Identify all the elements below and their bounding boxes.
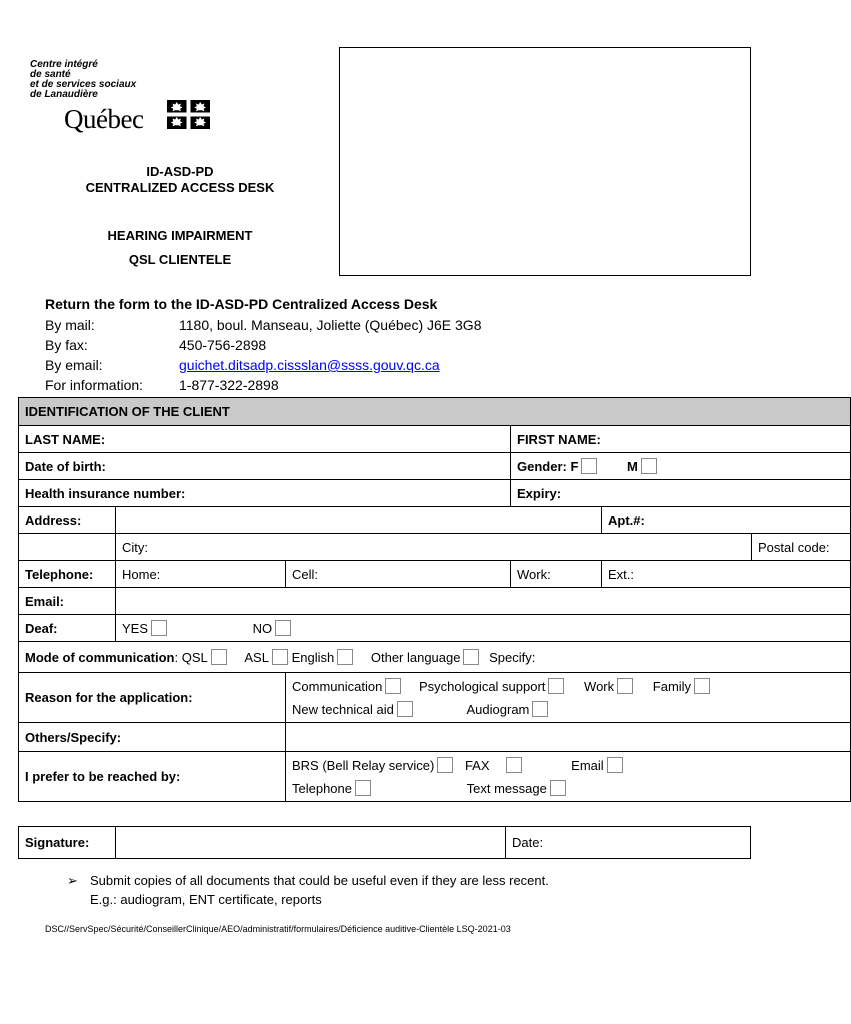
address-field[interactable] bbox=[116, 507, 602, 534]
fax-value: 450-756-2898 bbox=[179, 337, 267, 353]
expiry-field[interactable]: Expiry: bbox=[511, 480, 851, 507]
text-message-checkbox[interactable] bbox=[550, 780, 566, 796]
work-label: Work bbox=[584, 678, 615, 694]
mail-value: 1180, boul. Manseau, Joliette (Québec) J6E 3G8 bbox=[179, 317, 482, 333]
work-phone-field[interactable]: Work: bbox=[511, 561, 602, 588]
gender-field bbox=[511, 453, 851, 480]
org-line: Centre intégré bbox=[30, 59, 98, 70]
asl-checkbox[interactable] bbox=[272, 649, 288, 665]
note-bullet: ➢ bbox=[67, 873, 78, 888]
technical-aid-checkbox[interactable] bbox=[397, 701, 413, 717]
gender-f-checkbox[interactable] bbox=[581, 458, 597, 474]
qsl-checkbox[interactable] bbox=[211, 649, 227, 665]
info-value: 1-877-322-2898 bbox=[179, 377, 279, 393]
contact-options bbox=[286, 752, 851, 802]
others-label: Others/Specify: bbox=[19, 723, 286, 752]
english-label: English bbox=[291, 650, 335, 665]
fax-label: By fax: bbox=[45, 337, 88, 353]
mode-label: Mode of communication bbox=[25, 650, 175, 665]
fax-checkbox[interactable] bbox=[506, 757, 522, 773]
dob-field[interactable]: Date of birth: bbox=[19, 453, 511, 480]
cell-phone-field[interactable]: Cell: bbox=[286, 561, 511, 588]
prefer-label: I prefer to be reached by: bbox=[19, 752, 286, 802]
org-line: de santé bbox=[30, 69, 71, 80]
note-line-1: Submit copies of all documents that could be useful even if they are less recent. bbox=[90, 873, 549, 888]
telephone-option-label: Telephone bbox=[292, 780, 352, 796]
footer-path: DSC//ServSpec/Sécurité/ConseillerClinique/AEO/administratif/formulaires/Déficience auditive-Clientèle LSQ-2021-03 bbox=[45, 924, 511, 934]
ext-field[interactable]: Ext.: bbox=[602, 561, 851, 588]
telephone-label: Telephone: bbox=[19, 561, 116, 588]
date-field[interactable]: Date: bbox=[506, 827, 751, 859]
other-language-checkbox[interactable] bbox=[463, 649, 479, 665]
brs-label: BRS (Bell Relay service) bbox=[292, 757, 435, 773]
title-desk: CENTRALIZED ACCESS DESK bbox=[85, 180, 275, 195]
deaf-label: Deaf: bbox=[19, 615, 116, 642]
org-line: de Lanaudière bbox=[30, 89, 98, 100]
family-checkbox[interactable] bbox=[694, 678, 710, 694]
photo-box bbox=[339, 47, 751, 276]
first-name-field[interactable]: FIRST NAME: bbox=[511, 426, 851, 453]
address-label: Address: bbox=[19, 507, 116, 534]
health-insurance-field[interactable]: Health insurance number: bbox=[19, 480, 511, 507]
yes-label: YES bbox=[122, 621, 149, 636]
gender-label: Gender: F bbox=[517, 459, 579, 474]
quebec-logo-word: Québec bbox=[64, 104, 144, 134]
deaf-options bbox=[116, 615, 851, 642]
work-checkbox[interactable] bbox=[617, 678, 633, 694]
signature-field[interactable] bbox=[116, 827, 506, 859]
email-link[interactable]: guichet.ditsadp.cissslan@ssss.gouv.qc.ca bbox=[179, 357, 440, 373]
email-label: By email: bbox=[45, 357, 103, 373]
signature-label: Signature: bbox=[19, 827, 116, 859]
section-header: IDENTIFICATION OF THE CLIENT bbox=[19, 398, 851, 426]
return-heading: Return the form to the ID-ASD-PD Centralized Access Desk bbox=[45, 296, 438, 312]
audiogram-checkbox[interactable] bbox=[532, 701, 548, 717]
title-clientele: QSL CLIENTELE bbox=[128, 252, 232, 267]
specify-label[interactable]: Specify: bbox=[489, 650, 536, 665]
gender-m-checkbox[interactable] bbox=[641, 458, 657, 474]
communication-label: Communication bbox=[292, 678, 383, 694]
quebec-flag-icon bbox=[167, 100, 210, 129]
note-line-2: E.g.: audiogram, ENT certificate, reports bbox=[90, 892, 322, 907]
org-line: et de services sociaux bbox=[30, 79, 137, 90]
home-phone-field[interactable]: Home: bbox=[116, 561, 286, 588]
address-blank bbox=[19, 534, 116, 561]
email-option-label: Email bbox=[571, 757, 604, 773]
brs-checkbox[interactable] bbox=[437, 757, 453, 773]
others-field[interactable] bbox=[286, 723, 851, 752]
asl-label: ASL bbox=[244, 650, 269, 665]
text-message-label: Text message bbox=[466, 780, 547, 796]
qsl-label: QSL bbox=[181, 650, 208, 665]
client-form bbox=[18, 397, 851, 802]
other-language-label: Other language bbox=[370, 650, 461, 665]
no-checkbox[interactable] bbox=[275, 620, 291, 636]
fax-option-label: FAX bbox=[464, 757, 490, 773]
apt-field[interactable]: Apt.#: bbox=[602, 507, 851, 534]
no-label: NO bbox=[252, 621, 273, 636]
audiogram-label: Audiogram bbox=[466, 701, 530, 717]
communication-checkbox[interactable] bbox=[385, 678, 401, 694]
last-name-field[interactable]: LAST NAME: bbox=[19, 426, 511, 453]
yes-checkbox[interactable] bbox=[151, 620, 167, 636]
info-label: For information: bbox=[45, 377, 144, 393]
email-field[interactable] bbox=[116, 588, 851, 615]
title-impairment: HEARING IMPAIRMENT bbox=[107, 228, 253, 243]
email-checkbox[interactable] bbox=[607, 757, 623, 773]
technical-aid-label: New technical aid bbox=[292, 701, 394, 717]
mail-label: By mail: bbox=[45, 317, 95, 333]
postal-code-field[interactable]: Postal code: bbox=[752, 534, 851, 561]
psychological-label: Psychological support bbox=[418, 678, 546, 694]
family-label: Family bbox=[652, 678, 692, 694]
mode-colon: : bbox=[174, 650, 179, 665]
reason-options bbox=[286, 673, 851, 723]
city-field[interactable]: City: bbox=[116, 534, 752, 561]
title-program: ID-ASD-PD bbox=[146, 164, 214, 179]
communication-mode-row bbox=[19, 642, 851, 673]
english-checkbox[interactable] bbox=[337, 649, 353, 665]
signature-table bbox=[18, 826, 751, 859]
reason-label: Reason for the application: bbox=[19, 673, 286, 723]
email-label-cell: Email: bbox=[19, 588, 116, 615]
org-name bbox=[30, 60, 136, 100]
telephone-checkbox[interactable] bbox=[355, 780, 371, 796]
gender-m-label: M bbox=[627, 459, 638, 474]
psychological-checkbox[interactable] bbox=[548, 678, 564, 694]
